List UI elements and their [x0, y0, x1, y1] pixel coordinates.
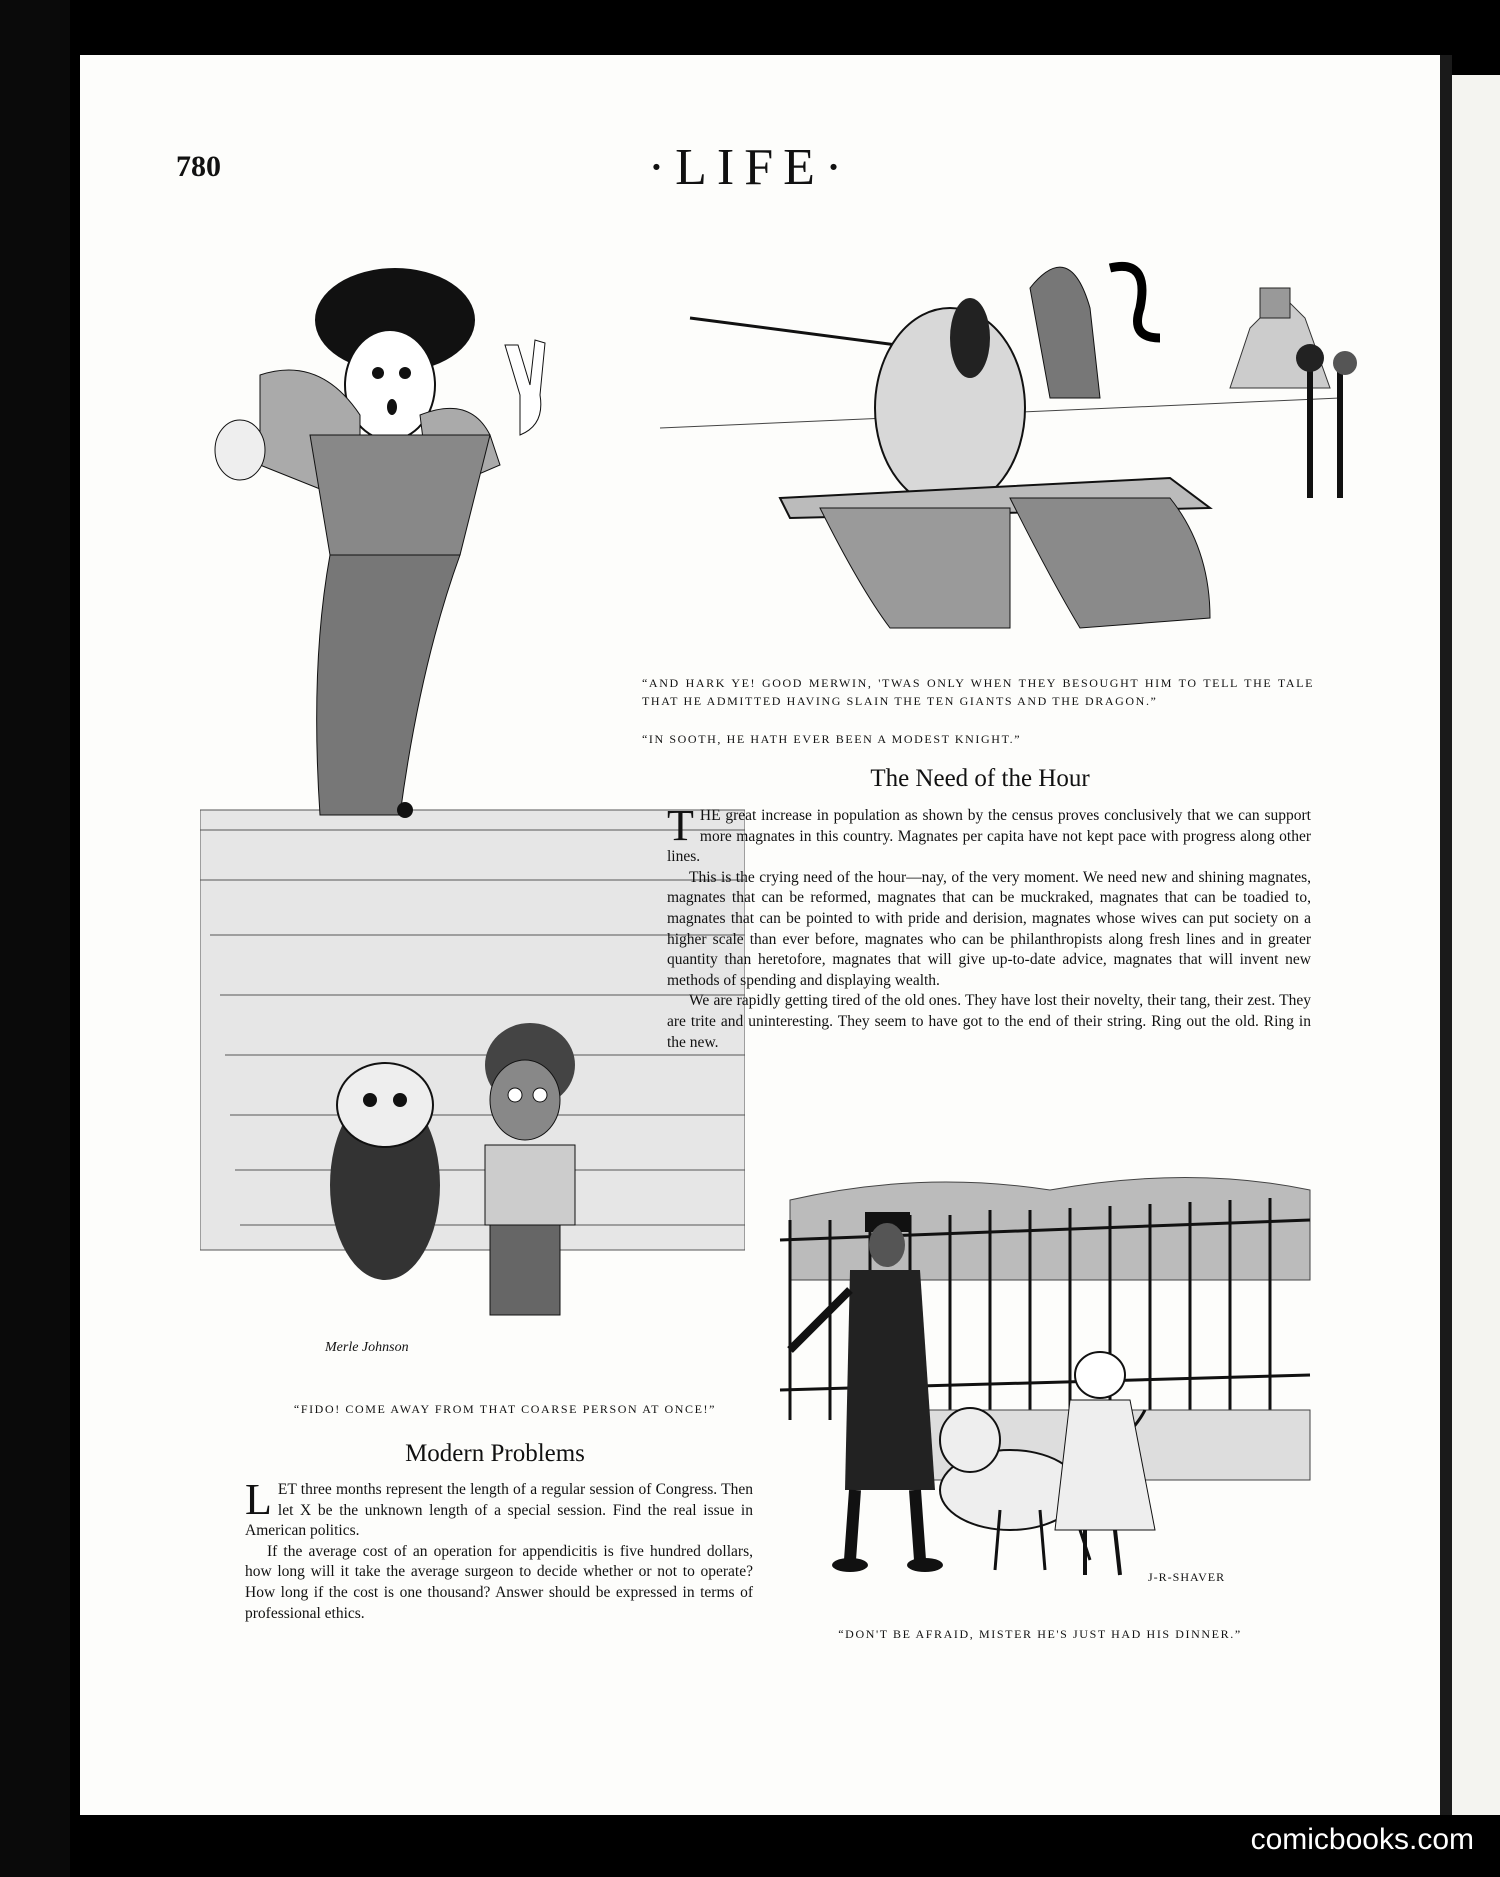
watermark-text: comicbooks.com — [1250, 1823, 1474, 1856]
book-spine-left — [0, 0, 70, 1877]
modern-problems-title: Modern Problems — [405, 1440, 585, 1467]
need-paragraph-2: This is the crying need of the hour—nay, of the very moment. We need new and shining magnates, magnates that can be reformed, magnates that can be muckraked, magnates that can be toadied to, magnates that can be pointed to with pride and derision, magnates whose wives can put society on a higher scale than ever before, magnates who can be philanthropists along fresh lines and in greater quantity than heretofore, magnates that will give up-to-date advice, magnates that will invent new methods of spending and displaying wealth. — [667, 868, 1311, 989]
modern-problems-body — [245, 1475, 753, 1624]
knight-caption-2: “IN SOOTH, HE HATH EVER BEEN A MODEST KNIGHT.” — [642, 732, 1022, 746]
modern-dropcap: L — [245, 1475, 272, 1524]
need-of-hour-title: The Need of the Hour — [870, 765, 1090, 792]
lady-caption: “FIDO! COME AWAY FROM THAT COARSE PERSON AT ONCE!” — [293, 1402, 717, 1416]
modern-paragraph-1: ET three months represent the length of a regular session of Congress. Then let X be the unknown length of a special session. Find the real issue in American politics. — [245, 1481, 753, 1540]
modern-paragraph-2: If the average cost of an operation for appendicitis is five hundred dollars, how long will it take the average surgeon to decide whether or not to operate? How long if the cost is one thousand? Answer should be expressed in terms of professional ethics. — [245, 1542, 753, 1622]
lady-cartoon-signature: Merle Johnson — [325, 1340, 409, 1355]
page-gutter — [1440, 55, 1452, 1815]
dog-caption: “DON'T BE AFRAID, MISTER HE'S JUST HAD HIS DINNER.” — [838, 1627, 1242, 1641]
need-of-hour-body — [667, 801, 1311, 1053]
next-page-edge — [1452, 75, 1500, 1815]
page-number: 780 — [176, 150, 221, 183]
knight-illustration — [650, 248, 1370, 658]
need-paragraph-3: We are rapidly getting tired of the old ones. They have lost their novelty, their tang, their zest. They are trite and uninteresting. They seem to have got to the end of their string. Ring out the old. Ring in the new. — [667, 992, 1311, 1051]
masthead-title: ·LIFE· — [647, 139, 853, 196]
need-paragraph-1: HE great increase in population as shown by the census proves conclusively that we can support more magnates in this country. Magnates per capita have not kept pace with progress along other lines. — [667, 807, 1311, 866]
knight-caption-1: “AND HARK YE! GOOD MERWIN, 'TWAS ONLY WHEN THEY BESOUGHT HIM TO TELL THE TALE THAT HE ADMITTED HAVING SLAIN THE TEN GIANTS AND THE DRAGON.” — [642, 676, 1314, 708]
dog-at-fence-illustration — [770, 1160, 1315, 1590]
dog-cartoon-signature: J-R-SHAVER — [1148, 1570, 1226, 1584]
need-dropcap: T — [667, 801, 694, 850]
lady-on-stairs-illustration — [200, 265, 745, 1345]
